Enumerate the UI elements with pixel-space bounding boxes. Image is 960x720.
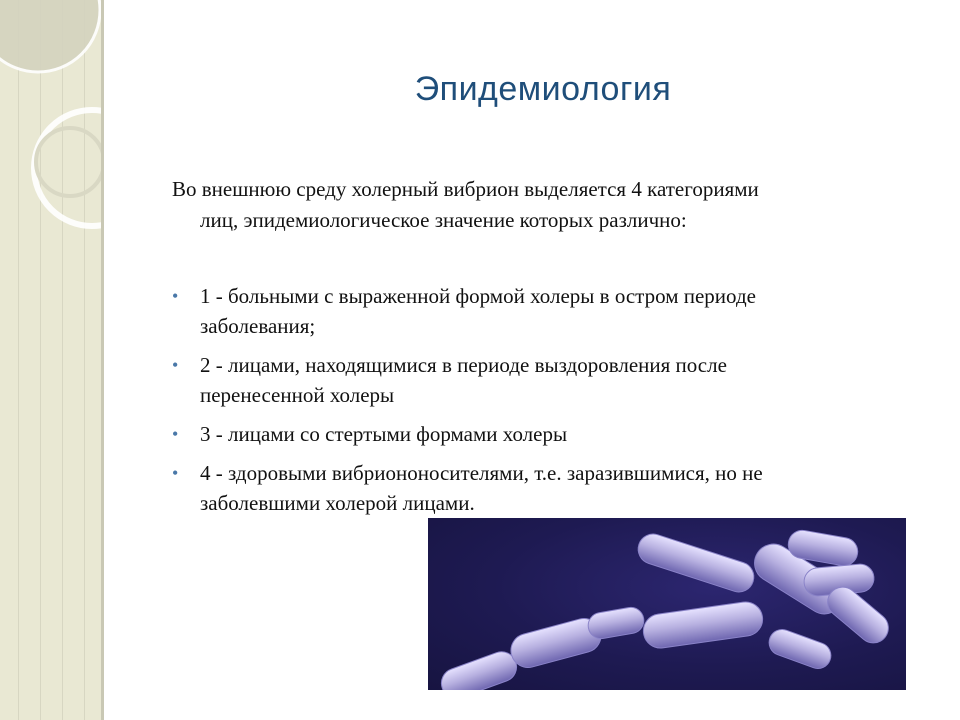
list-item: [172, 350, 912, 410]
list-item-line-1: 1 - больными с выраженной формой холеры в остром периоде: [200, 284, 756, 308]
bullet-icon: •: [172, 424, 179, 444]
list-item-line-2: перенесенной холеры: [200, 383, 395, 407]
bullet-icon: •: [172, 355, 179, 375]
list-item: [172, 419, 912, 449]
list-item-line-1: 3 - лицами со стертыми формами холеры: [200, 422, 568, 446]
bacteria-rods: [428, 518, 906, 690]
list-item: [172, 458, 912, 518]
intro-line-2: лиц, эпидемиологическое значение которых различно:: [200, 208, 687, 232]
category-list: [172, 281, 912, 527]
bullet-icon: •: [172, 463, 179, 483]
bullet-icon: •: [172, 286, 179, 306]
intro-paragraph: [172, 174, 912, 236]
bacteria-micrograph: [428, 518, 906, 690]
list-item-line-1: 4 - здоровыми вибриононосителями, т.е. заразившимися, но не: [200, 461, 763, 485]
intro-line-1: Во внешнюю среду холерный вибрион выделяется 4 категориями: [172, 177, 759, 201]
slide-title: Эпидемиология: [414, 70, 672, 108]
list-item-line-2: заболевшими холерой лицами.: [200, 491, 475, 515]
list-item: [172, 281, 912, 341]
list-item-line-2: заболевания;: [200, 314, 316, 338]
list-item-line-1: 2 - лицами, находящимися в периоде выздоровления после: [200, 353, 727, 377]
